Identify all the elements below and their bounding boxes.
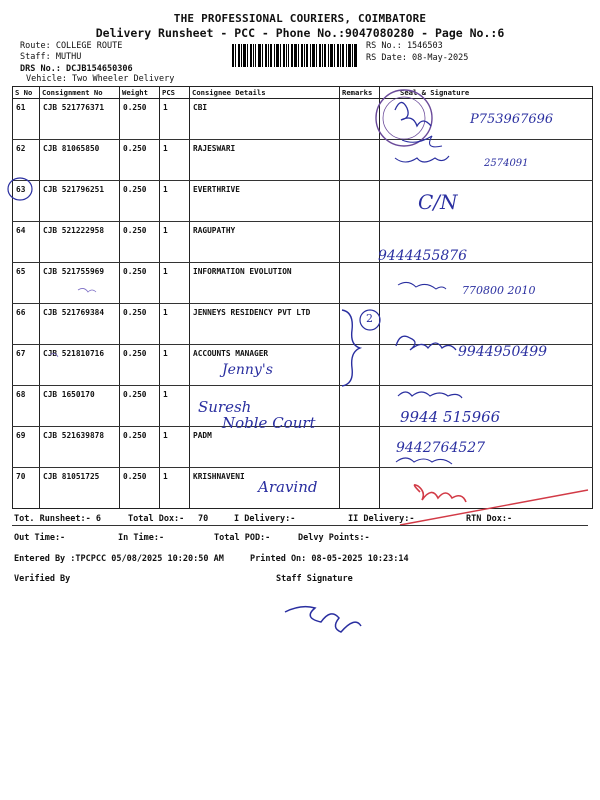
vehicle-label: Vehicle: Two Wheeler Delivery [26,74,175,84]
cell-sno: 69 [13,427,40,468]
cell-weight: 0.250 [120,99,160,140]
totals-divider [12,525,588,526]
cell-consignment: CJB 521222958 [40,222,120,263]
cell-sno: 68 [13,386,40,427]
handwritten-phone-61: P753967696 [470,112,554,127]
cell-sno: 67 [13,345,40,386]
cell-consignment: CJB 1650170 [40,386,120,427]
handwritten-phone-67: 9944950499 [458,344,548,360]
cell-consignee: INFORMATION EVOLUTION [190,263,340,304]
cell-consignee: EVERTHRIVE [190,181,340,222]
seal-stamp [376,90,432,146]
ii-delivery-label: II Delivery:- [348,514,415,524]
signature-row61 [395,102,431,126]
cell-sno: 66 [13,304,40,345]
cell-pcs: 1 [160,140,190,181]
cell-weight: 0.250 [120,386,160,427]
entered-by: Entered By :TPCPCC 05/08/2025 10:20:50 AM [14,554,224,564]
cell-consignment: CJB 521755969 [40,263,120,304]
runsheet-title: Delivery Runsheet - PCC - Phone No.:9047080280 - Page No.:6 [95,26,505,40]
cell-pcs: 1 [160,99,190,140]
cell-consignment: CJB 521796251 [40,181,120,222]
signature-row65 [398,282,446,289]
company-name: THE PROFESSIONAL COURIERS, COIMBATORE [173,12,427,25]
rs-number: RS No.: 1546503 [366,41,443,51]
signature-row62 [395,156,449,162]
i-delivery-label: I Delivery:- [234,514,296,524]
cell-pcs: 1 [160,345,190,386]
cell-consignee: RAGUPATHY [190,222,340,263]
staff-signature-label: Staff Signature [276,574,353,584]
route-label: Route: COLLEGE ROUTE [20,41,123,51]
total-pod-label: Total POD:- [214,533,271,543]
cell-sno: 65 [13,263,40,304]
cell-pcs: 1 [160,222,190,263]
cell-sno: 61 [13,99,40,140]
verified-by-label: Verified By [14,574,71,584]
rs-date: RS Date: 08-May-2025 [366,53,469,63]
cell-sno: 70 [13,468,40,509]
cell-pcs: 1 [160,263,190,304]
handwritten-name-68a: Suresh [198,398,252,416]
cell-consignee: ACCOUNTS MANAGER [190,345,340,386]
cell-weight: 0.250 [120,345,160,386]
handwritten-phone-65: 770800 2010 [462,284,536,297]
in-time-label: In Time:- [118,533,165,543]
cell-pcs: 1 [160,386,190,427]
handwritten-phone-69: 9442764527 [396,440,486,456]
bracket-mark [342,310,360,386]
cell-consignment: CJB 521769384 [40,304,120,345]
staff-signature-mark [285,607,361,632]
signature-row70-red [414,485,466,502]
printed-on: Printed On: 08-05-2025 10:23:14 [250,554,409,564]
cell-consignee: KRISHNAVENI [190,468,340,509]
total-dox-label: Total Dox:- [128,514,185,524]
handwritten-count-66: 2 [366,312,373,325]
handwritten-note-62: 2574091 [484,158,529,169]
cell-consignment: CJB 521639878 [40,427,120,468]
handwritten-mark-63: C/N [418,190,458,214]
delvy-points-label: Delvy Points:- [298,533,370,543]
col-header-sno: S No [13,87,40,99]
staff-label: Staff: MUTHU [20,52,82,62]
cell-consignee: PADM [190,427,340,468]
cell-sno: 64 [13,222,40,263]
cell-weight: 0.250 [120,222,160,263]
handwritten-name-68b: Noble Court [222,414,316,432]
col-header-pcs: PCS [160,87,190,99]
cell-consignee: JENNEYS RESIDENCY PVT LTD [190,304,340,345]
cell-consignee: RAJESWARI [190,140,340,181]
row-highlight-circle [8,178,32,200]
signature-row69 [396,458,452,464]
signature-row68 [398,392,462,398]
handwritten-phone-64: 9444455876 [378,248,468,264]
col-header-signature: Seal & Signature [380,87,593,99]
cell-pcs: 1 [160,181,190,222]
cell-consignment: CJB 521810716 [40,345,120,386]
cell-pcs: 1 [160,468,190,509]
drs-number: DRS No.: DCJB154650306 [20,64,133,74]
cell-weight: 0.250 [120,181,160,222]
cell-weight: 0.250 [120,427,160,468]
handwritten-phone-68: 9944 515966 [400,408,501,426]
col-header-remarks: Remarks [340,87,380,99]
cell-consignee: CBI [190,99,340,140]
col-header-consignment: Consignment No [40,87,120,99]
cell-consignment: CJB 81065850 [40,140,120,181]
cell-pcs: 1 [160,304,190,345]
cell-weight: 0.250 [120,140,160,181]
ink-smudge [50,353,58,357]
cell-sno: 62 [13,140,40,181]
out-time-label: Out Time:- [14,533,66,543]
ink-smudge [78,288,96,292]
handwritten-name-67: Jenny's [222,362,273,378]
cell-weight: 0.250 [120,263,160,304]
total-runsheet: Tot. Runsheet:- 6 [14,514,101,524]
signature-row66 [396,336,456,350]
col-header-weight: Weight [120,87,160,99]
total-dox-value: 70 [198,514,209,524]
cell-weight: 0.250 [120,304,160,345]
rtn-dox-label: RTN Dox:- [466,514,513,524]
cell-consignment: CJB 521776371 [40,99,120,140]
handwritten-name-70: Aravind [258,478,318,496]
cell-pcs: 1 [160,427,190,468]
col-header-consignee: Consignee Details [190,87,340,99]
cell-sno: 63 [13,181,40,222]
cell-weight: 0.250 [120,468,160,509]
cell-consignment: CJB 81051725 [40,468,120,509]
